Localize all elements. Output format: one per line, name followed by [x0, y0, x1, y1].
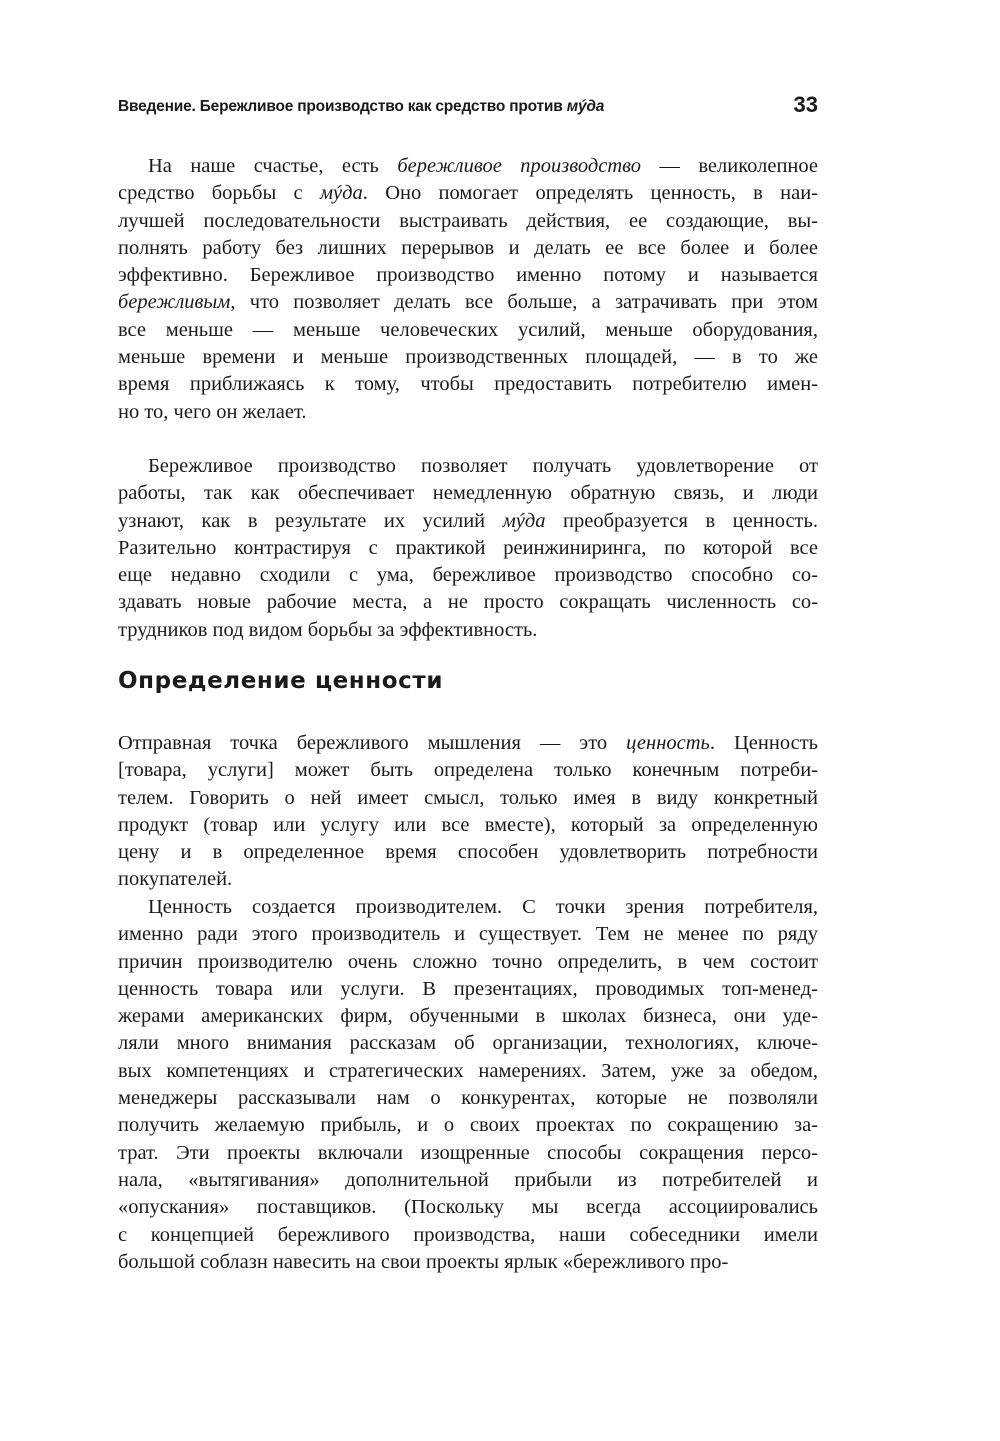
text-line — [118, 208, 818, 235]
text-line — [118, 1058, 818, 1085]
text-line — [118, 1167, 818, 1194]
text-run: эффективно. Бережливое производство именно потому и называется — [118, 264, 818, 287]
text-line — [118, 730, 818, 757]
text-line — [118, 812, 818, 839]
text-line — [118, 1030, 818, 1057]
italic-text: бережливым — [118, 291, 231, 314]
italic-text: ценность — [626, 732, 710, 754]
text-run: лучшей последовательности выстраивать действия, ее создающие, вы- — [118, 209, 818, 232]
text-run: работы, так как обеспечивает немедленную обратную связь, и люди — [118, 482, 818, 505]
text-run: . Оно помогает определять ценность, в наи- — [362, 182, 818, 205]
text-run: Отправная точка бережливого мышления — это — [118, 732, 627, 754]
text-line — [118, 480, 818, 507]
text-line — [118, 289, 818, 316]
text-run: [товара, услуги] может быть определена только конечным потреби- — [118, 759, 818, 782]
italic-text: бережливое производство — [397, 155, 641, 177]
text-run: но то, чего он желает. — [118, 400, 307, 423]
text-line — [118, 562, 818, 589]
text-run: с концепцией бережливого производства, наши собеседники имели — [118, 1223, 818, 1246]
text-run: большой соблазн навесить на свои проекты ярлык «бережливого про- — [118, 1250, 729, 1273]
text-line — [118, 371, 818, 398]
italic-text: мýда — [319, 182, 363, 205]
text-run: , что позволяет делать все больше, а затрачивать при этом — [230, 291, 818, 314]
text-run: продукт (товар или услугу или все вместе), который за определенную — [118, 813, 818, 836]
running-header — [118, 92, 818, 122]
text-line — [118, 921, 818, 948]
text-line — [118, 1085, 818, 1112]
text-run: Разительно контрастируя с практикой реинжиниринга, по которой все — [118, 536, 818, 559]
text-run: преобразуется в ценность. — [545, 509, 818, 532]
text-line — [118, 1112, 818, 1139]
text-run: трат. Эти проекты включали изощренные способы сокращения персо- — [118, 1141, 818, 1164]
text-run: нала, «вытягивания» дополнительной прибыли из потребителей и — [118, 1168, 818, 1191]
italic-text: мýда — [502, 509, 546, 532]
text-run: . Ценность — [709, 732, 819, 754]
text-run: здавать новые рабочие места, а не просто сокращать численность со- — [118, 591, 818, 614]
text-line — [118, 839, 818, 866]
paragraph — [118, 153, 818, 426]
text-run: покупателей. — [118, 868, 233, 891]
text-run: причин производителю очень сложно точно определить, в чем состоит — [118, 950, 818, 973]
text-run: «опускания» поставщиков. (Поскольку мы всегда ассоциировались — [118, 1196, 818, 1219]
text-line — [118, 1194, 818, 1221]
page-number: 33 — [793, 92, 818, 117]
text-run: время приближаясь к тому, чтобы предоставить потребителю имен- — [118, 373, 818, 396]
text-run: менеджеры рассказывали нам о конкурентах, которые не позволяли — [118, 1087, 818, 1110]
text-line — [118, 180, 818, 207]
text-run: полнять работу без лишних перерывов и делать ее все более и более — [118, 236, 818, 259]
text-run: еще недавно сходили с ума, бережливое производство способно со- — [118, 564, 818, 587]
header-title-italic: мýда — [566, 98, 605, 115]
text-line — [118, 589, 818, 616]
text-run: именно ради этого производитель и существует. Тем не менее по ряду — [118, 923, 818, 946]
text-run: Ценность создается производителем. С точки зрения потребителя, — [148, 896, 818, 918]
text-line — [118, 757, 818, 784]
text-line — [118, 235, 818, 262]
text-line — [118, 508, 818, 535]
text-line — [118, 535, 818, 562]
text-run: — великолепное — [641, 155, 818, 177]
running-header-title — [118, 98, 604, 116]
text-run: телем. Говорить о ней имеет смысл, только имея в виду конкретный — [118, 786, 818, 809]
section-heading: Определение ценности — [118, 668, 444, 694]
text-run: ценность товара или услуги. В презентациях, проводимых топ-менед- — [118, 977, 818, 1000]
text-run: средство борьбы с — [118, 182, 320, 205]
text-run: трудников под видом борьбы за эффективность. — [118, 618, 538, 641]
text-line — [118, 1222, 818, 1249]
paragraph — [118, 453, 818, 644]
text-run: цену и в определенное время способен удовлетворить потребности — [118, 841, 818, 864]
text-line — [118, 399, 818, 426]
text-line — [118, 976, 818, 1003]
text-run: жерами американских фирм, обученными в школах бизнеса, они уде- — [118, 1005, 818, 1028]
text-line — [118, 153, 818, 180]
text-line — [118, 617, 818, 644]
text-run: вых компетенциях и стратегических намерениях. Затем, уже за обедом, — [118, 1059, 818, 1082]
text-line — [118, 949, 818, 976]
header-title-text: Введение. Бережливое производство как средство против — [118, 98, 567, 115]
text-line — [118, 894, 818, 921]
text-line — [118, 785, 818, 812]
text-run: все меньше — меньше человеческих усилий, меньше оборудования, — [118, 318, 818, 341]
text-line — [118, 317, 818, 344]
text-run: получить желаемую прибыль, и о своих проектах по сокращению за- — [118, 1114, 818, 1137]
text-line — [118, 1140, 818, 1167]
text-line — [118, 866, 818, 893]
text-line — [118, 1003, 818, 1030]
text-run: узнают, как в результате их усилий — [118, 509, 503, 532]
text-run: На наше счастье, есть — [148, 155, 398, 177]
text-run: ляли много внимания рассказам об организации, технологиях, ключе- — [118, 1032, 818, 1055]
text-run: Бережливое производство позволяет получать удовлетворение от — [148, 455, 818, 477]
paragraph — [118, 730, 818, 894]
text-line — [118, 344, 818, 371]
text-line — [118, 262, 818, 289]
text-line — [118, 453, 818, 480]
paragraph — [118, 894, 818, 1276]
text-line — [118, 1249, 818, 1276]
text-run: меньше времени и меньше производственных площадей, — в то же — [118, 346, 818, 369]
